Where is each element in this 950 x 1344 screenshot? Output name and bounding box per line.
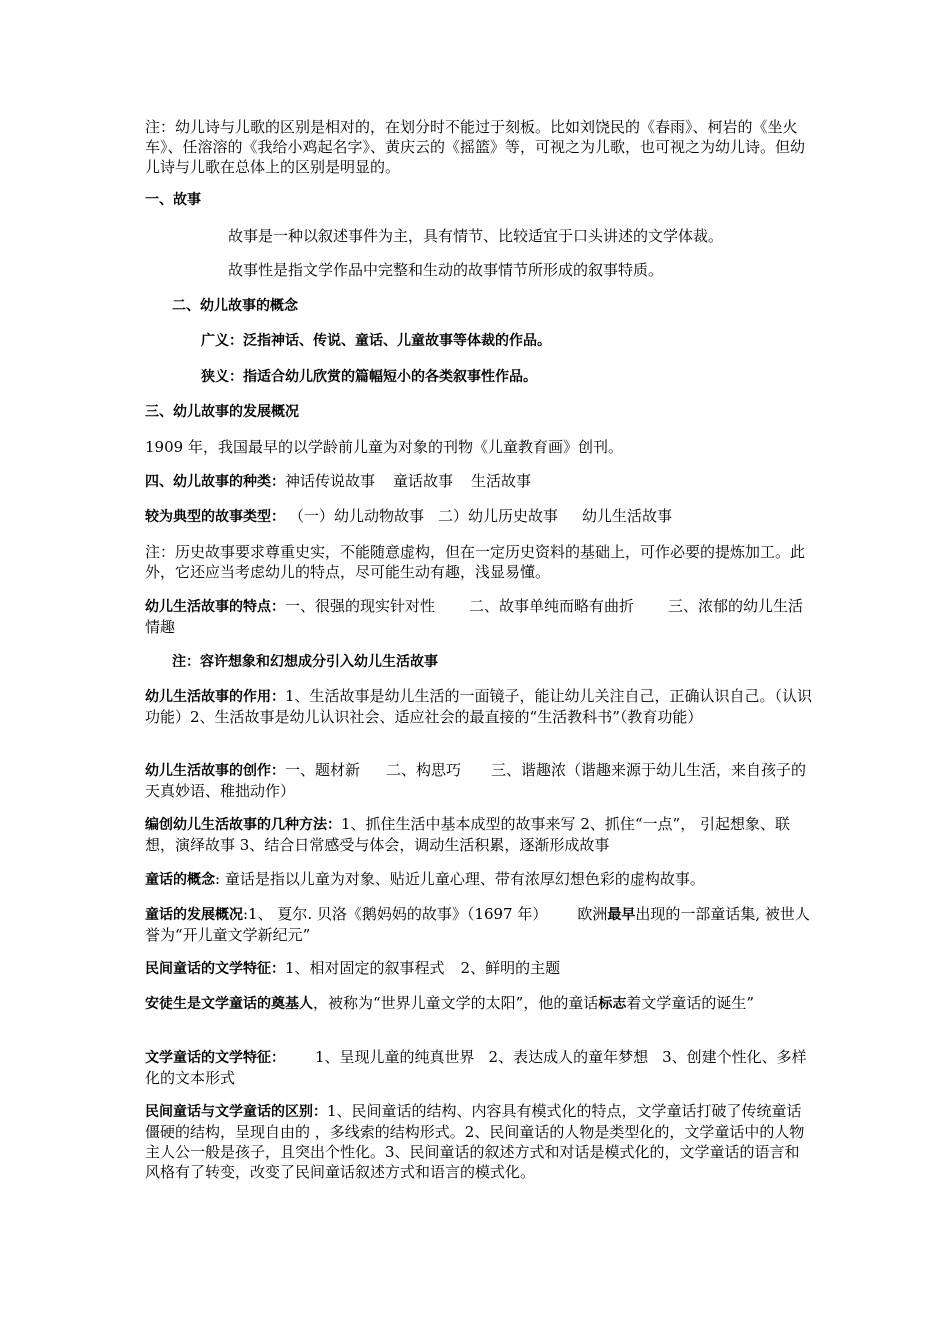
andersen-text: 着文学童话的诞生”: [626, 994, 755, 1012]
fairy-concept-label: 童话的概念: [145, 872, 215, 888]
story-types-label: 四、幼儿故事的种类：: [145, 474, 285, 490]
life-story-function: [145, 686, 813, 727]
folk-vs-literary: [145, 1101, 813, 1182]
feature-item: 一、很强的现实针对性: [285, 597, 436, 615]
andersen-emphasis: 标志: [598, 996, 627, 1012]
fairy-hist-label: 童话的发展概况: [145, 907, 243, 923]
feature-item: 三、浓郁的幼儿生活情趣: [145, 597, 804, 636]
literary-fairy-features: [145, 1047, 813, 1088]
lit-item: 1、呈现儿童的纯真世界: [315, 1048, 475, 1066]
folk-item: 2、鲜明的主题: [460, 959, 561, 977]
heading-development: 三、幼儿故事的发展概况: [145, 404, 299, 420]
note-children-poetry: 注：幼儿诗与儿歌的区别是相对的，在划分时不能过于刻板。比如刘饶民的《春雨》、柯岩的《坐火车》、任溶溶的《我给小鸡起名字》、黄庆云的《摇篮》等，可视之为儿歌，也可视之为幼儿诗。但幼儿诗与儿歌在总体上的区别是明显的。: [145, 118, 806, 176]
typical-type-item: 幼儿生活故事: [582, 507, 673, 525]
folk-fairy-features: [145, 958, 813, 979]
story-types: [145, 471, 813, 492]
andersen-paragraph: [145, 993, 813, 1014]
fairy-hist-text: 出现的一部童话集, 被世人誉为“开儿童文学新纪元”: [145, 905, 810, 944]
note-imagination: 注：容许想象和幻想成分引入幼儿生活故事: [172, 654, 438, 670]
creation-item: 二、构思巧: [386, 761, 462, 779]
fairy-tale-concept: [145, 869, 813, 890]
story-type-item: 童话故事: [393, 472, 454, 490]
feature-item: 二、故事单纯而略有曲折: [469, 597, 635, 615]
lit-item: 3、创建个性化、多样化的文本形式: [145, 1048, 807, 1087]
development-text: 1909 年，我国最早的以学龄前儿童为对象的刊物《儿童教育画》创刊。: [145, 438, 623, 456]
narrow-definition: 狭义：指适合幼儿欣赏的篇幅短小的各类叙事性作品。: [201, 369, 537, 385]
heading-concept: 二、幼儿故事的概念: [172, 298, 298, 314]
function-label: 幼儿生活故事的作用：: [145, 689, 285, 705]
creation-label: 幼儿生活故事的创作：: [145, 763, 285, 779]
typical-types-label: 较为典型的故事类型：: [145, 509, 285, 525]
story-type-item: 生活故事: [471, 472, 532, 490]
life-story-features: [145, 596, 813, 637]
fairy-hist-emphasis: 最早: [607, 907, 636, 923]
methods-label: 编创幼儿生活故事的几种方法：: [145, 817, 341, 833]
fairy-hist-text: :1、 夏尔. 贝洛《鹅妈妈的故事》（1697 年）: [243, 905, 548, 923]
diff-text: 1、民间童话的结构、内容具有模式化的特点，文学童话打破了传统童话僵硬的结构，呈现自由的 ，多线索的结构形式。2、民间童话的人物是类型化的，文学童话中的人物主人公一般是孩子，且突出个性化。3、民间童话的叙述方式和对话是模式化的，文学童话的语言和风格有了转变，改变了民间童话叙述方式和语言的模式化。: [145, 1102, 805, 1181]
andersen-text: ，被称为“世界儿童文学的太阳”，他的童话: [313, 994, 599, 1012]
creation-methods: [145, 814, 813, 855]
fairy-hist-text: 欧洲: [577, 905, 608, 923]
fairy-concept-text: : 童话是指以儿童为对象、贴近儿童心理、带有浓厚幻想色彩的虚构故事。: [215, 870, 705, 888]
andersen-emphasis: 安徒生是文学童话的奠基人: [145, 996, 313, 1012]
story-definition: 故事是一种以叙述事件为主，具有情节、比较适宜于口头讲述的文学体裁。: [228, 227, 724, 245]
story-type-item: 神话传说故事: [285, 472, 376, 490]
fairy-tale-development: [145, 904, 813, 945]
heading-story: 一、故事: [145, 192, 201, 208]
typical-type-item: 二）幼儿历史故事: [438, 507, 559, 525]
note-history-story: 注：历史故事要求尊重史实，不能随意虚构，但在一定历史资料的基础上，可作必要的提炼加工。此外，它还应当考虑幼儿的特点，尽可能生动有趣，浅显易懂。: [145, 543, 806, 581]
folk-label: 民间童话的文学特征：: [145, 961, 285, 977]
features-label: 幼儿生活故事的特点：: [145, 599, 285, 615]
life-story-creation: [145, 760, 813, 801]
folk-item: 1、相对固定的叙事程式: [285, 959, 445, 977]
creation-item: 三、谐趣浓（谐趣来源于幼儿生活，来自孩子的天真妙语、稚拙动作）: [145, 761, 807, 800]
methods-text: 1、抓住生活中基本成型的故事来写 2、抓住“一点”， 引起想象、联想，演绎故事 3、结合日常感受与体会，调动生活积累，逐渐形成故事: [145, 815, 790, 854]
story-nature: 故事性是指文学作品中完整和生动的故事情节所形成的叙事特质。: [228, 261, 664, 279]
lit-item: 2、表达成人的童年梦想: [488, 1048, 649, 1066]
typical-types: [145, 506, 813, 527]
broad-definition: 广义：泛指神话、传说、童话、儿童故事等体裁的作品。: [201, 333, 551, 349]
creation-item: 一、题材新: [285, 761, 361, 779]
diff-label: 民间童话与文学童话的区别：: [145, 1104, 327, 1120]
lit-label: 文学童话的文学特征：: [145, 1050, 285, 1066]
typical-type-item: （一）幼儿动物故事: [289, 507, 425, 525]
function-text: 1、生活故事是幼儿生活的一面镜子，能让幼儿关注自己，正确认识自己。（认识功能）2、生活故事是幼儿认识社会、适应社会的最直接的“生活教科书”（教育功能）: [145, 687, 813, 726]
